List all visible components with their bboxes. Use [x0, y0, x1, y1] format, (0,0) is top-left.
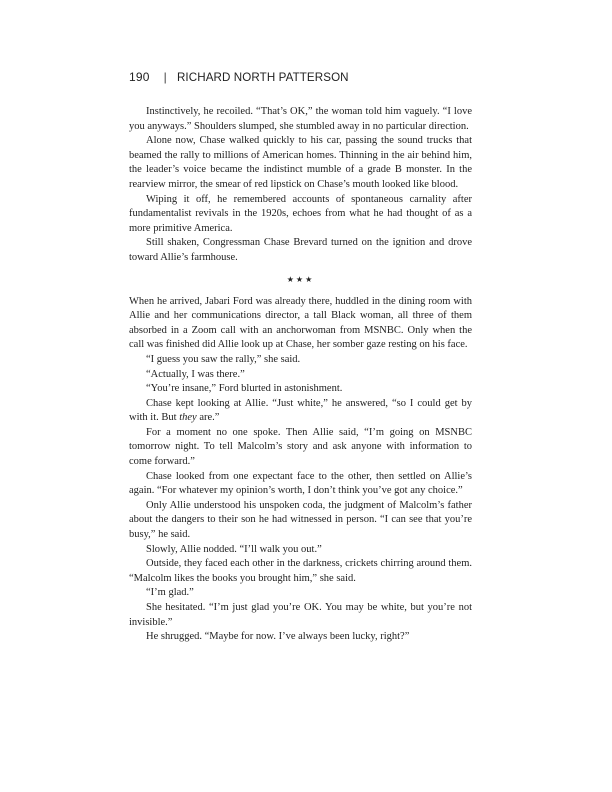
paragraph: He shrugged. “Maybe for now. I’ve always been lucky, right?”: [146, 631, 410, 643]
paragraph: “Actually, I was there.”: [146, 368, 245, 380]
scene-break: ★★★: [286, 274, 315, 284]
body-text: [129, 105, 472, 645]
text-run: Chase kept looking at Allie. “Just white,” he answered, “so I could get by with it. But: [129, 397, 472, 424]
running-head: [129, 70, 349, 84]
paragraph: [129, 397, 472, 426]
paragraph: “I’m glad.”: [146, 587, 194, 599]
emphasis-text: they: [179, 412, 197, 424]
paragraph: Outside, they faced each other in the darkness, crickets chirring around them. “Malcolm likes the books you brought him,” she said.: [129, 558, 472, 584]
author-name: RICHARD NORTH PATTERSON: [176, 71, 349, 84]
paragraph: “You’re insane,” Ford blurted in astonishment.: [146, 383, 343, 395]
paragraph: Wiping it off, he remembered accounts of spontaneous carnality after fundamentalist revivals in the 1920s, echoes from what he had thought of as a more primitive America.: [129, 193, 472, 234]
paragraph: For a moment no one spoke. Then Allie said, “I’m going on MSNBC tomorrow night. To tell Malcolm’s story and ask anyone with information to come forward.”: [129, 426, 472, 468]
paragraph: Instinctively, he recoiled. “That’s OK,” the woman told him vaguely. “I love you anyways.” Shoulders slumped, she stumbled away in no particular direction.: [129, 106, 472, 132]
paragraph: Only Allie understood his unspoken coda, the judgment of Malcolm’s father about the dangers to their son he had witnessed in person. “I can see that you’re busy,” he said.: [129, 499, 472, 541]
paragraph: Still shaken, Congressman Chase Brevard turned on the ignition and drove toward Allie’s farmhouse.: [129, 237, 472, 263]
header-separator: |: [163, 70, 167, 84]
paragraph: “I guess you saw the rally,” she said.: [146, 353, 301, 365]
text-run: are.”: [196, 412, 220, 424]
paragraph: Chase looked from one expectant face to the other, then settled on Allie’s again. “For whatever my opinion’s worth, I don’t think you’ve got any choice.”: [129, 470, 472, 497]
paragraph: Alone now, Chase walked quickly to his car, passing the sound trucks that beamed the rally to millions of American homes. Thinning in the air behind him, the leader’s voice became the indistinct mumble of a grade B monster. In the rearview mirror, the smear of red lipstick on Chase’s mouth looked like blood.: [129, 135, 472, 190]
paragraph: Slowly, Allie nodded. “I’ll walk you out.”: [146, 543, 322, 555]
page-number: 190: [129, 70, 150, 84]
paragraph: She hesitated. “I’m just glad you’re OK. You may be white, but you’re not invisible.”: [129, 602, 472, 628]
paragraph: When he arrived, Jabari Ford was already there, huddled in the dining room with Allie and her communications director, a tall Black woman, all three of them absorbed in a Zoom call with an anchorwoman from MSNBC. Only when the call was finished did Allie look up at Chase, her somber gaze resting on his face.: [129, 295, 472, 351]
